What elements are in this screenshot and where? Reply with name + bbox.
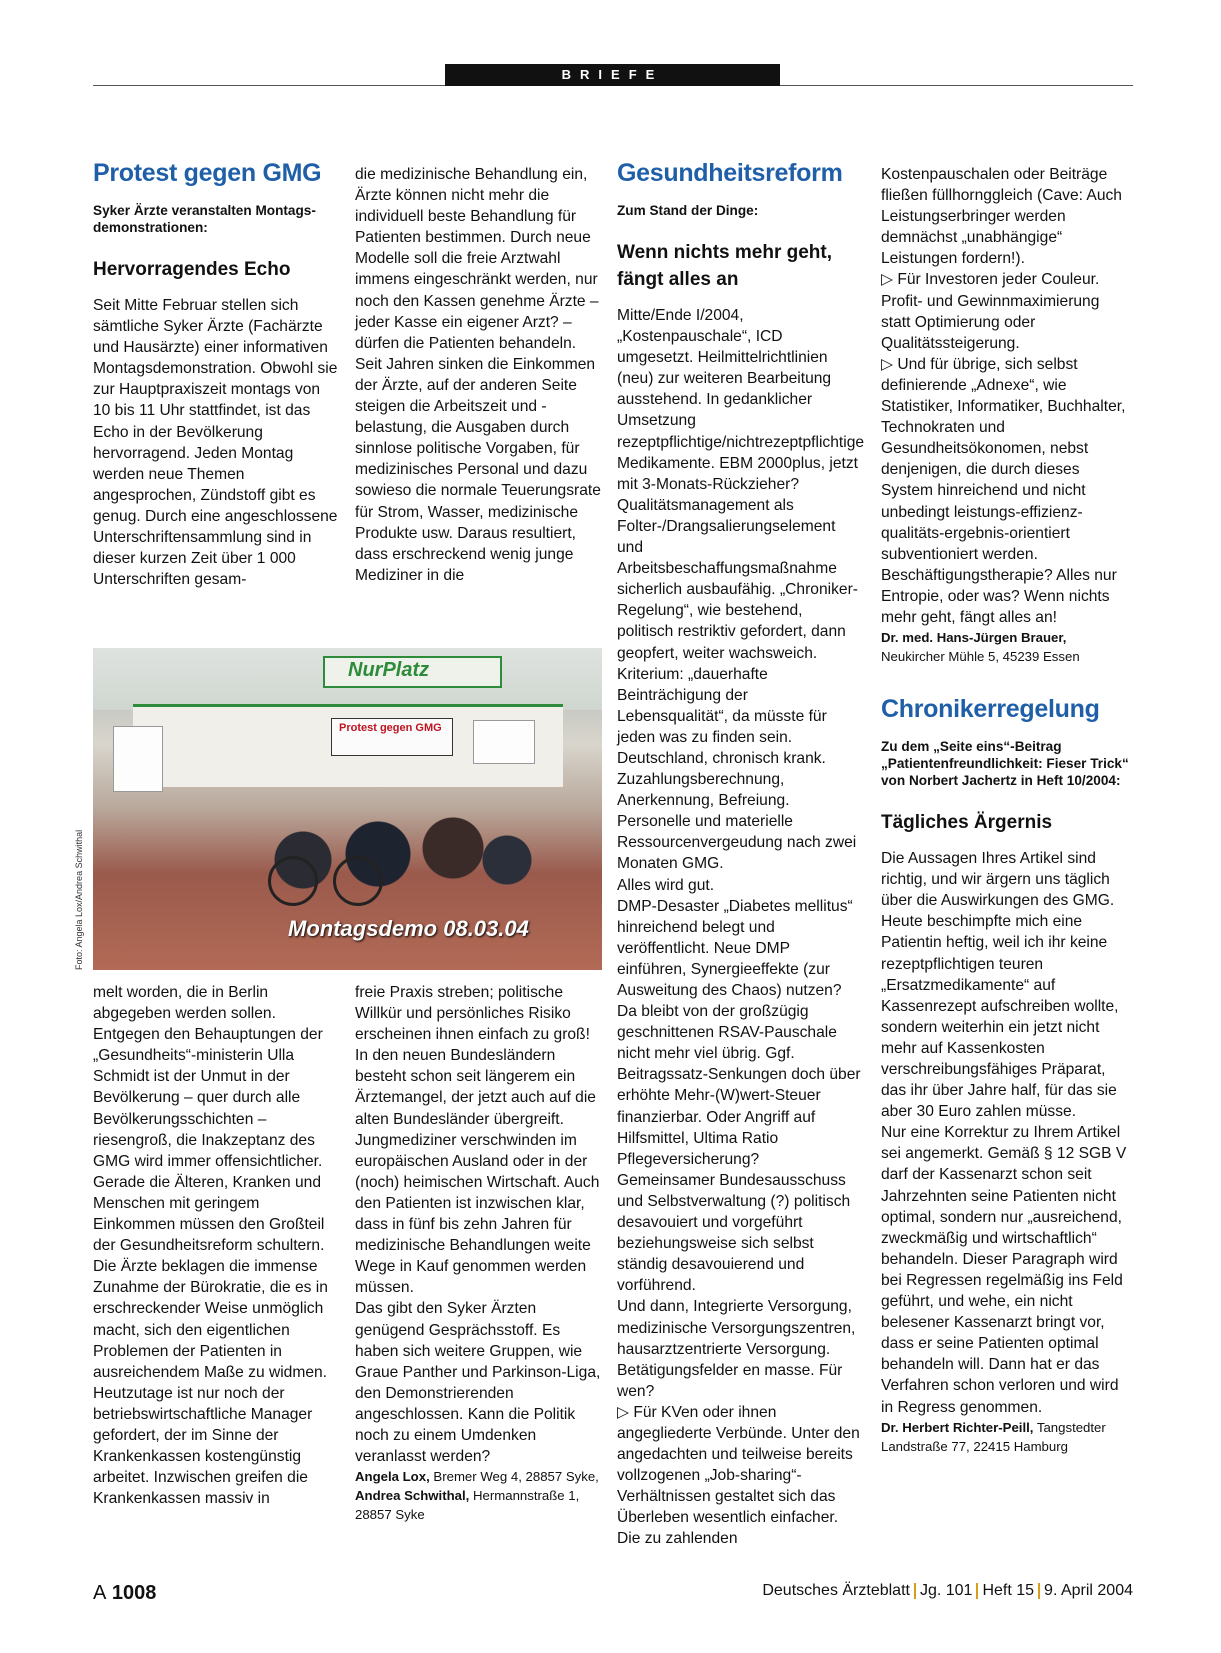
letter1-column1-top — [93, 158, 338, 590]
letter1-paragraph: Die Ärzte beklagen die immense Zunahme der Bürokratie, die es in erschreckender Weise unmöglich macht, sich den eigentlichen Problemen der Patienten in ausreichendem Maße zu widmen. Heutzutage ist nur noch der betriebswirtschaftliche Manager gefordert, der im Sinne der Krankenkassen kostengünstig arbeitet. Inzwischen greifen die Krankenkassen massiv in — [93, 1258, 328, 1508]
letter2-paragraph: Alles wird gut. — [617, 876, 715, 894]
page-number-value: 1008 — [111, 1582, 157, 1604]
letter3-title: Chronikerregelung — [881, 695, 1100, 724]
journal-date: 9. April 2004 — [1044, 1582, 1133, 1599]
letter1-column2-top — [355, 164, 603, 586]
journal-issue: Heft 15 — [982, 1582, 1035, 1599]
journal-info — [762, 1582, 1133, 1600]
sig2-address: Hermannstraße 1, 28857 Syke — [355, 1488, 580, 1523]
letter2-subtitle: Zum Stand der Dinge: — [617, 203, 759, 218]
letter2-paragraph: Kostenpauschalen oder Beiträge fließen füllhornggleich (Cave: Auch Leistungserbringer werden demnächst „unabhängige“ Leistungen fordern!). — [881, 166, 1122, 268]
page-prefix: A — [93, 1582, 107, 1604]
letter2-sig-address: Neukircher Mühle 5, 45239 Essen — [881, 649, 1080, 665]
letter1-paragraph: freie Praxis streben; politische Willkür und persönliches Risiko erscheinen ihnen einfach zu groß! In den neuen Bundesländern besteht schon seit längerem ein Ärztemangel, der jetzt auch auf die alten Bundesländer übergreift. Jungmediziner verschwinden im europäischen Ausland oder in der (noch) heimischen Wirtschaft. Auch den Patienten ist inzwischen klar, dass in fünf bis zehn Jahren für medizinische Behandlungen weite Wege in Kauf genommen werden müssen. — [355, 984, 600, 1297]
letter2-paragraph: ▷ Für Investoren jeder Couleur. Profit- und Gewinnmaximierung statt Optimierung oder Qualitätssteigerung. — [881, 271, 1100, 352]
photo-banner-text: Protest gegen GMG — [339, 722, 442, 734]
photo-store-sign-text: NurPlatz — [348, 659, 430, 681]
letter1-paragraph: melt worden, die in Berlin abgegeben werden sollen. Entgegen den Behauptungen der „Gesundheits“-ministerin Ulla Schmidt ist der Unmut in der Bevölkerung – quer durch alle Bevölkerungsschichten – riesengroß, die Inakzeptanz des GMG wird immer offensichtlicher. Gerade die Älteren, Kranken und Menschen mit geringem Einkommen müssen den Großteil der Gesundheitsreform schultern. — [93, 984, 325, 1255]
letter1-column1-bottom — [93, 982, 338, 1509]
letter1-heading: Hervorragendes Echo — [93, 259, 291, 280]
journal-name: Deutsches Ärzteblatt — [762, 1582, 910, 1599]
letter2-paragraph: Gemeinsamer Bundesausschuss und Selbstverwaltung (?) politisch desavouiert und vorgeführt beziehungsweise sich selbst ständig desavouierend und vorführend. — [617, 1171, 851, 1295]
letter2-paragraph: Beschäftigungstherapie? Alles nur Entropie, oder was? Wenn nichts mehr geht, fängt alles an! — [881, 566, 1117, 626]
separator — [1038, 1583, 1040, 1599]
letter2-heading: Wenn nichts mehr geht, fängt alles an — [617, 242, 833, 290]
letter1-column2-bottom — [355, 982, 603, 1524]
letter2-paragraph: DMP-Desaster „Diabetes mellitus“ hinreichend belegt und veröffentlicht. Neue DMP einführen, Synergieeffekte (zur Ausweitung des Chaos) nutzen? Da bleibt von der großzügig geschnittenen RSAV-Pauschale nicht mehr viel übrig. Ggf. Beitragssatz-Senkungen doch über erhöhte Mehr-(W)wert-Steuer finanzierbar. Oder Angriff auf Hilfsmittel, Ultima Ratio Pflegeversicherung? — [617, 897, 861, 1168]
sig1-address: Bremer Weg 4, 28857 Syke, — [433, 1469, 599, 1485]
letter2-paragraph: ▷ Und für übrige, sich selbst definierende „Adnexe“, wie Statistiker, Informatiker, Buchhalter, Technokraten und Gesundheitsökonomen, nebst denjenigen, die durch dieses System hinreichend und nicht unbedingt leistungs-effizienz-qualitäts-ergebnis-orientiert subventioniert werden. — [881, 355, 1126, 563]
letter3-sig-name: Dr. Herbert Richter-Peill, — [881, 1419, 1034, 1435]
letter1-subtitle: Syker Ärzte veranstalten Montags-demonstrationen: — [93, 203, 316, 235]
sig2-name: Andrea Schwithal, — [355, 1488, 470, 1504]
letter3-paragraph: Die Aussagen Ihres Artikel sind richtig, und wir ärgern uns täglich über die Auswirkungen des GMG. Heute beschimpfte mich eine Patientin heftig, weil ich ihr keine rezeptpflichtigen teuren „Ersatzmedikamente“ auf Kassenrezept aufschreiben wollte, sondern weiterhin ein jetzt nicht mehr auf Kassenkosten verschreibungsfähiges Präparat, das ihr über Jahre half, für das sie aber 30 Euro zahlen müsse. — [881, 850, 1119, 1121]
letter2-column3 — [617, 158, 865, 1550]
letter3-paragraph: Nur eine Korrektur zu Ihrem Artikel sei angemerkt. Gemäß § 12 SGB V darf der Kassenarzt schon seit Jahrzehnten seine Patienten nicht optimal, sondern nur „ausreichend, zweckmäßig und wirtschaftlich“ behandeln. Dieser Paragraph wird bei Regressen regelmäßig ins Feld geführt, und wehe, ein nicht belesener Kassenarzt bringt vor, dass er seine Patienten optimal behandeln will. Dann hat er das Verfahren schon verloren und wird in Regress genommen. — [881, 1124, 1127, 1416]
column4 — [881, 164, 1129, 1456]
photo-placard — [473, 720, 535, 764]
letter2-sig-name: Dr. med. Hans-Jürgen Brauer, — [881, 630, 1067, 646]
photo-credit-text: Foto: Angela Lox/Andrea Schwithal — [74, 829, 84, 970]
journal-volume: Jg. 101 — [919, 1582, 973, 1599]
photo-bicycle-wheel — [333, 856, 383, 906]
letter1-paragraph: die medizinische Behandlung ein, Ärzte können nicht mehr die individuell beste Behandlung für Patienten bestimmen. Durch neue Modelle soll die freie Arztwahl immens eingeschränkt werden, nur noch den Kassen genehme Ärzte – jeder Kasse ein eigener Arzt? – dürfen die Patienten behandeln. Seit Jahren sinken die Einkommen der Ärzte, auf der anderen Seite steigen die Arbeitszeit und -belastung, die Ausgaben durch sinnlose politische Vorgaben, für medizinisches Personal und dazu sowieso die normale Teuerungsrate für Strom, Wasser, medizinische Produkte usw. Daraus resultiert, dass erschreckend wenig junge Mediziner in die — [355, 166, 601, 584]
letter3-sig-address: Tangstedter Landstraße 77, 22415 Hamburg — [881, 1419, 1106, 1454]
letter2-signature — [881, 628, 1129, 666]
photo-caption: Montagsdemo 08.03.04 — [288, 916, 529, 941]
letter1-title: Protest gegen GMG — [93, 159, 322, 187]
demonstration-photo — [93, 648, 602, 970]
letter3-subtitle: Zu dem „Seite eins“-Beitrag „Patientenfreundlichkeit: Fieser Trick“ von Norbert Jachertz in Heft 10/2004: — [881, 739, 1129, 789]
letter2-title: Gesundheitsreform — [617, 159, 843, 187]
letter1-paragraph: Seit Mitte Februar stellen sich sämtliche Syker Ärzte (Fachärzte und Hausärzte) einer informativen Montagsdemonstration. Obwohl sie zur Hauptpraxiszeit montags von 10 bis 11 Uhr stattfindet, ist das Echo in der Bevölkerung hervorragend. Jeden Montag werden neue Themen angesprochen, Zündstoff gibt es genug. Durch eine angeschlossene Unterschriftensammlung sind in dieser kurzen Zeit über 1 000 Unterschriften gesam- — [93, 297, 338, 589]
letter3-signature — [881, 1418, 1129, 1456]
section-label: BRIEFE — [445, 64, 780, 86]
letter2-paragraph: Mitte/Ende I/2004, „Kostenpauschale“, ICD umgesetzt. Heilmittelrichtlinien (neu) zur weiteren Bearbeitung ausstehend. In gedanklicher Umsetzung rezeptpflichtige/nichtrezeptpflichtige Medikamente. EBM 2000plus, jetzt mit 3-Monats-Rückzieher? Qualitätsmanagement als Folter-/Drangsalierungselement und Arbeitsbeschaffungsmaßnahme sicherlich ausbaufähig. „Chroniker-Regelung“, wie bestehend, politisch restriktiv gefordert, dann geopfert, weiter wachsweich. Kriterium: „dauerhafte Beinträchigung der Lebensqualität“, da müsste für jeden was zu finden sein. Deutschland, chronisch krank. Zuzahlungsberechnung, Anerkennung, Befreiung. Personelle und materielle Ressourcenvergeudung nach zwei Monaten GMG. — [617, 307, 865, 873]
letter3-heading: Tägliches Ärgernis — [881, 812, 1053, 834]
photo-placard — [113, 726, 163, 792]
photo-bicycle-wheel — [268, 856, 318, 906]
photo-credit — [74, 648, 88, 970]
letter1-signature — [355, 1467, 603, 1524]
page-number — [93, 1582, 156, 1605]
separator — [976, 1583, 978, 1599]
sig1-name: Angela Lox, — [355, 1469, 430, 1485]
separator — [914, 1583, 916, 1599]
letter1-paragraph: Das gibt den Syker Ärzten genügend Gesprächsstoff. Es haben sich weitere Gruppen, wie Graue Panther und Parkinson-Liga, den Demonstrierenden angeschlossen. Kann die Politik noch zu einem Umdenken veranlasst werden? — [355, 1300, 601, 1466]
letter2-paragraph: Und dann, Integrierte Versorgung, medizinische Versorgungszentren, hausarztzentrierte Versorgung. Betätigungsfelder en masse. Für wen? — [617, 1298, 856, 1400]
letter2-paragraph: ▷ Für KVen oder ihnen angegliederte Verbünde. Unter den angedachten und teilweise bereits vollzogenen „Job-sharing“-Verhältnissen gestaltet sich das Überleben wesentlich einfacher. Die zu zahlenden — [617, 1403, 860, 1548]
